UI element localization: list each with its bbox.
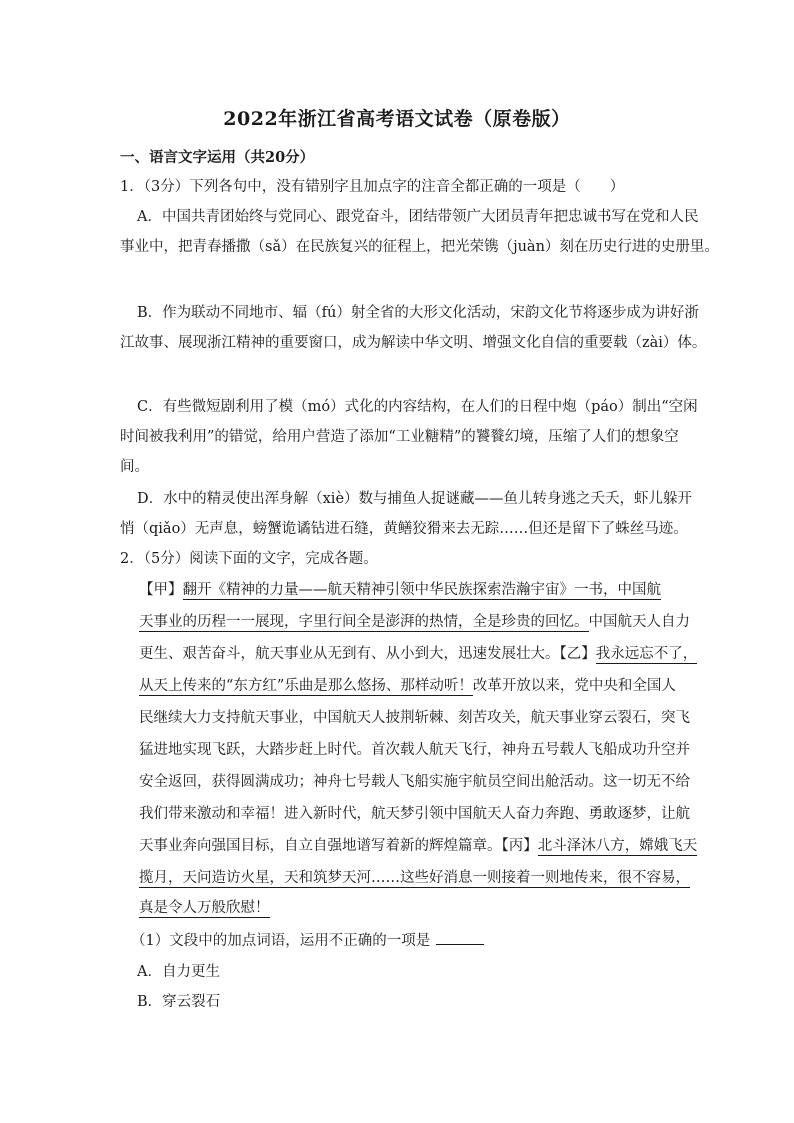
q1-option-c-line3: 间。	[120, 459, 149, 475]
sub-question-1-text: （1）文段中的加点词语，运用不正确的一项是	[131, 933, 431, 949]
passage-line-6: 猛进地实现飞跃，大踏步赶上时代。首次载人航天飞行，神舟五号载人飞船成功升空并	[139, 742, 690, 758]
passage-line-11	[139, 898, 270, 918]
sub1-option-a: A．自力更生	[137, 964, 220, 980]
q1-option-b-line1: B．作为联动不同地市、辐（fú）射全省的大形文化活动，宋韵文化节将逐步成为讲好浙	[137, 305, 699, 321]
sub1-option-b: B．穿云裂石	[137, 994, 221, 1010]
underlined-sentence-bing-end: 真是令人万般欣慰！	[139, 900, 270, 916]
underlined-sentence-jia: 翻开《精神的力量——航天精神引领中华民族探索浩瀚宇宙》一书，中国航	[182, 582, 661, 598]
passage-line-4	[139, 676, 676, 696]
section-heading: 一、语言文字运用（共20分）	[120, 149, 315, 166]
underlined-sentence-bing-cont: 揽月，天问造访火星，天和筑梦天河……这些好消息一则接着一则地传来，很不容易，	[139, 870, 690, 886]
question-2-stem: 2．（5分）阅读下面的文字，完成各题。	[120, 551, 378, 567]
page-title: 2022年浙江省高考语文试卷（原卷版）	[223, 108, 571, 130]
q1-option-a-line1: A．中国共青团始终与党同心、跟党奋斗，团结带领广大团员青年把忠诚书写在党和人民	[137, 209, 699, 225]
q1-option-c-line2: 时间被我利用”的错觉，给用户营造了添加“工业糖精”的饕餮幻境，压缩了人们的想象空	[120, 429, 679, 445]
passage-line-5: 民继续大力支持航天事业，中国航天人披荆斩棘、刻苦攻关，航天事业穿云裂石，突飞	[139, 710, 690, 726]
marker-yi: 【乙】	[559, 646, 596, 662]
underlined-sentence-yi-cont: 从天上传来的“东方红”乐曲是那么悠扬、那样动听！	[139, 678, 473, 694]
passage-text: 天事业奔向强国目标，自立自强地谱写着新的辉煌篇章。	[139, 838, 502, 854]
answer-blank[interactable]	[436, 930, 484, 945]
marker-bing: 【丙】	[501, 838, 538, 854]
q1-option-d-line2: 悄（qiǎo）无声息，螃蟹诡谲钻进石缝，黄鳝狡猾来去无踪……但还是留下了蛛丝马迹。	[120, 521, 688, 537]
underlined-sentence-yi: 我永远忘不了，	[595, 646, 698, 662]
passage-line-7: 安全返回，获得圆满成功；神舟七号载人飞船实施宇航员空间出舱活动。这一切无不给	[139, 774, 690, 790]
question-1-stem: 1．（3分）下列各句中，没有错别字且加点字的注音全都正确的一项是（ ）	[120, 179, 625, 195]
underlined-sentence-bing: 北斗泽沐八方，嫦娥飞天	[537, 838, 698, 854]
passage-text: 更生、艰苦奋斗，航天事业从无到有、从小到大，迅速发展壮大。	[139, 646, 560, 662]
passage-line-3	[139, 644, 697, 664]
q1-option-a-line2: 事业中，把青春播撒（sǎ）在民族复兴的征程上，把光荣镌（juàn）刻在历史行进的史册里。	[120, 239, 719, 255]
q1-option-d-line1: D．水中的精灵使出浑身解（xiè）数与捕鱼人捉谜藏——鱼儿转身逃之夭夭，虾儿躲开	[137, 491, 693, 507]
passage-line-2	[139, 612, 690, 632]
sub-question-1	[131, 930, 484, 951]
passage-line-9	[139, 836, 697, 856]
passage-line-1	[139, 580, 661, 600]
q1-option-b-line2: 江故事、展现浙江精神的重要窗口，成为解读中华文明、增强文化自信的重要载（zài）体。	[120, 335, 707, 351]
passage-text: 改革开放以来，党中央和全国人	[472, 678, 676, 694]
passage-text: 中国航天人自力	[588, 614, 690, 630]
underlined-sentence-jia-cont: 天事业的历程一一展现，字里行间全是澎湃的热情，全是珍贵的回忆。	[139, 614, 589, 630]
passage-line-10	[139, 868, 690, 888]
q1-option-c-line1: C．有些微短剧利用了模（mó）式化的内容结构，在人们的日程中炮（páo）制出“空闲	[137, 399, 698, 415]
passage-line-8: 我们带来激动和幸福！进入新时代，航天梦引领中国航天人奋力奔跑、勇敢逐梦，让航	[139, 806, 690, 822]
marker-jia: 【甲】	[139, 582, 183, 598]
